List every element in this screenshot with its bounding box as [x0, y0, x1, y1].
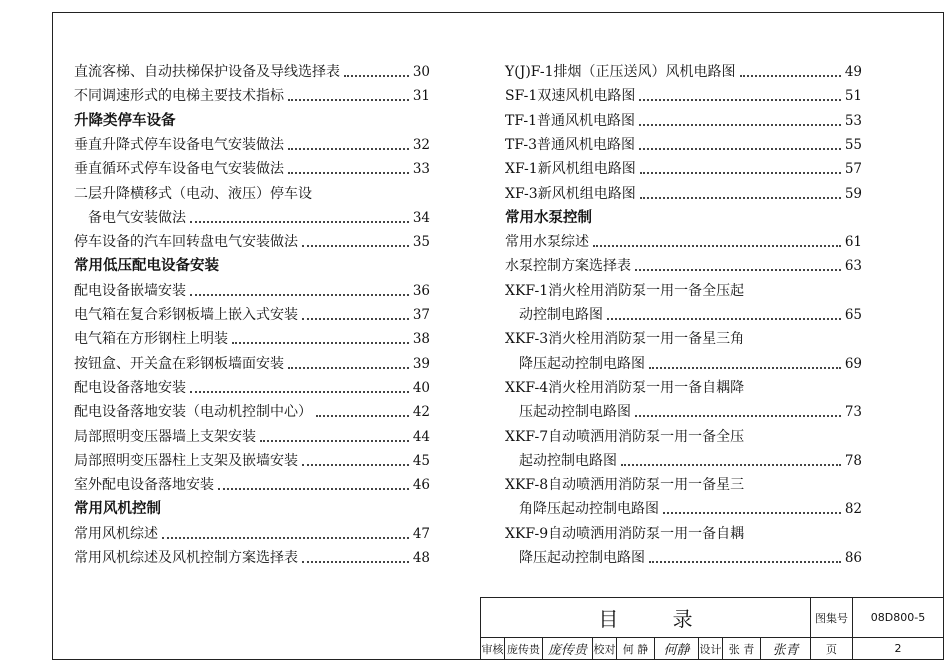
toc-entry [74, 328, 430, 350]
atlas-number-label: 图集号 [811, 598, 853, 638]
toc-entry-title: 备电气安装做法 [88, 209, 186, 226]
toc-entry [74, 353, 430, 375]
toc-entry-title: 常用低压配电设备安装 [74, 257, 219, 275]
toc-entry-title: 配电设备落地安装 [74, 379, 186, 396]
toc-entry-title: 配电设备落地安装（电动机控制中心） [74, 404, 312, 421]
toc-leader-dots [190, 391, 409, 393]
toc-entry [74, 547, 430, 569]
toc-leader-dots [302, 245, 409, 247]
toc-leader-dots [740, 75, 841, 77]
toc-leader-dots [232, 342, 409, 344]
toc-entry [74, 401, 430, 423]
toc-page-number: 39 [412, 355, 430, 372]
toc-page-number: 55 [844, 136, 862, 153]
toc-entry [505, 85, 862, 107]
toc-page-number: 73 [844, 404, 862, 421]
toc-entry-title: 降压起动控制电路图 [519, 550, 645, 566]
design-name: 张 青 [723, 638, 761, 659]
toc-leader-dots [302, 561, 409, 563]
toc-entry [505, 280, 862, 302]
toc-entry-title: XKF-9自动喷洒用消防泵一用一备自耦 [505, 525, 745, 542]
toc-leader-dots [344, 75, 409, 77]
toc-entry-title: 局部照明变压器柱上支架及嵌墙安装 [74, 452, 298, 469]
toc-leader-dots [190, 221, 409, 223]
toc-page-number: 32 [412, 136, 430, 153]
toc-entry [74, 207, 430, 229]
toc-leader-dots [639, 99, 840, 101]
toc-entry-title: XKF-1消火栓用消防泵一用一备全压起 [505, 282, 745, 299]
toc-entry [505, 158, 862, 180]
toc-page-number: 53 [844, 112, 862, 129]
toc-entry-title: 降压起动控制电路图 [519, 355, 645, 372]
toc-entry-title: 动控制电路图 [519, 307, 603, 323]
toc-entry [505, 353, 862, 375]
toc-entry [505, 304, 862, 326]
toc-entry-title: 不同调速形式的电梯主要技术指标 [74, 88, 284, 105]
toc-entry-title: 停车设备的汽车回转盘电气安装做法 [74, 234, 298, 251]
toc-page-number: 30 [412, 64, 430, 80]
toc-entry [505, 450, 862, 472]
toc-page-number: 86 [844, 550, 862, 566]
toc-leader-dots [639, 124, 841, 126]
toc-page-number: 42 [412, 404, 430, 421]
toc-page-number: 63 [844, 258, 862, 275]
toc-leader-dots [302, 318, 409, 320]
toc-leader-dots [260, 440, 409, 442]
toc-leader-dots [162, 537, 409, 539]
toc-leader-dots [640, 197, 841, 199]
toc-section-heading [74, 110, 430, 132]
toc-page-number: 78 [844, 452, 862, 469]
toc-entry-title: 直流客梯、自动扶梯保护设备及导线选择表 [74, 64, 340, 80]
toc-entry [505, 547, 862, 569]
toc-entry [505, 110, 862, 132]
toc-leader-dots [288, 367, 409, 369]
toc-page-number: 49 [844, 64, 862, 80]
toc-entry-title: 按钮盒、开关盒在彩钢板墙面安装 [74, 355, 284, 372]
design-role: 设计 [699, 638, 723, 659]
toc-page-number: 69 [844, 355, 862, 372]
toc-page-number: 51 [844, 88, 862, 105]
toc-entry-title: 常用风机控制 [74, 500, 161, 518]
toc-page-number: 33 [412, 161, 430, 178]
toc-page-number: 46 [412, 477, 430, 494]
toc-entry [74, 183, 430, 205]
toc-entry [74, 304, 430, 326]
toc-page-number: 48 [412, 550, 430, 566]
toc-entry-title: TF-1普通风机电路图 [505, 112, 636, 129]
toc-entry-title: 压起动控制电路图 [519, 404, 631, 421]
toc-entry-title: 二层升降横移式（电动、液压）停车设 [74, 185, 312, 202]
page-value: 2 [894, 642, 902, 655]
review-signature: 庞传贵 [543, 638, 593, 659]
toc-entry-title: Y(J)F-1排烟（正压送风）风机电路图 [505, 64, 736, 80]
toc-entry [74, 426, 430, 448]
toc-page-number: 37 [412, 307, 430, 323]
toc-section-heading [505, 207, 862, 229]
toc-entry [505, 255, 862, 277]
toc-entry-title: TF-3普通风机电路图 [505, 136, 636, 153]
toc-entry-title: 角降压起动控制电路图 [519, 501, 659, 518]
toc-page-number: 40 [412, 379, 430, 396]
toc-entry [74, 134, 430, 156]
toc-page-number: 34 [412, 209, 430, 226]
toc-page-number: 44 [412, 428, 430, 445]
toc-entry-title: 常用风机综述及风机控制方案选择表 [74, 550, 298, 566]
toc-leader-dots [288, 148, 409, 150]
toc-leader-dots [302, 464, 409, 466]
review-name: 庞传贵 [505, 638, 543, 659]
toc-entry-title: 电气箱在方形钢柱上明装 [74, 331, 228, 348]
toc-leader-dots [621, 464, 841, 466]
toc-leader-dots [649, 561, 841, 563]
toc-page-number: 47 [412, 525, 430, 542]
toc-entry [505, 61, 862, 83]
toc-entry-title: 垂直升降式停车设备电气安装做法 [74, 136, 284, 153]
toc-entry-title: XF-3新风机组电路图 [505, 185, 636, 202]
toc-entry [74, 85, 430, 107]
toc-entry-title: 常用水泵综述 [505, 234, 589, 251]
toc-entry [505, 377, 862, 399]
toc-entry [505, 401, 862, 423]
toc-entry [74, 231, 430, 253]
toc-leader-dots [607, 318, 841, 320]
toc-entry [505, 134, 862, 156]
atlas-number-value: 08D800-5 [853, 598, 943, 638]
title-block [480, 597, 944, 660]
toc-entry-title: 垂直循环式停车设备电气安装做法 [74, 161, 284, 178]
toc-entry-title: 水泵控制方案选择表 [505, 258, 631, 275]
toc-entry [505, 231, 862, 253]
toc-entry-title: 起动控制电路图 [519, 452, 617, 469]
toc-section-heading [74, 498, 430, 520]
toc-page-number: 59 [844, 185, 862, 202]
toc-entry [74, 523, 430, 545]
toc-entry [74, 280, 430, 302]
toc-leader-dots [639, 148, 841, 150]
page-label: 页 [811, 638, 853, 659]
toc-leader-dots [635, 269, 841, 271]
toc-leader-dots [288, 99, 409, 101]
check-role: 校对 [593, 638, 617, 659]
toc-leader-dots [218, 488, 409, 490]
toc-leader-dots [635, 415, 841, 417]
toc-entry-title: 电气箱在复合彩钢板墙上嵌入式安装 [74, 307, 298, 323]
toc-entry-title: XF-1新风机组电路图 [505, 161, 636, 178]
toc-entry-title: XKF-3消火栓用消防泵一用一备星三角 [505, 331, 745, 348]
title-block-title: 目 录 [481, 598, 811, 638]
toc-leader-dots [593, 245, 841, 247]
toc-entry-title: 局部照明变压器墙上支架安装 [74, 428, 256, 445]
toc-entry-title: SF-1双速风机电路图 [505, 88, 636, 105]
toc-page-number: 82 [844, 501, 862, 518]
toc-entry [505, 474, 862, 496]
toc-entry [74, 377, 430, 399]
toc-page-number: 61 [844, 234, 862, 251]
toc-entry-title: 室外配电设备落地安装 [74, 477, 214, 494]
toc-entry-title: XKF-7自动喷洒用消防泵一用一备全压 [505, 428, 745, 445]
toc-page-number: 36 [412, 282, 430, 299]
toc-entry [74, 474, 430, 496]
toc-page-number: 38 [412, 331, 430, 348]
toc-page-number: 31 [412, 88, 430, 105]
design-signature: 张青 [761, 638, 811, 659]
toc-entry [505, 523, 862, 545]
toc-leader-dots [663, 512, 841, 514]
review-role: 审核 [481, 638, 505, 659]
toc-page-number: 45 [412, 452, 430, 469]
toc-page-number: 65 [844, 307, 862, 323]
toc-leader-dots [190, 294, 409, 296]
toc-page-number: 57 [844, 161, 862, 178]
toc-entry [505, 426, 862, 448]
toc-entry [505, 498, 862, 520]
toc-entry-title: XKF-4消火栓用消防泵一用一备自耦降 [505, 379, 745, 396]
toc-entry-title: 常用风机综述 [74, 525, 158, 542]
toc-leader-dots [316, 415, 409, 417]
toc-leader-dots [640, 172, 841, 174]
check-signature: 何静 [655, 638, 699, 659]
toc-entry [74, 158, 430, 180]
toc-leader-dots [649, 367, 841, 369]
toc-page-number: 35 [412, 234, 430, 251]
toc-entry-title: 配电设备嵌墙安装 [74, 282, 186, 299]
toc-entry [505, 183, 862, 205]
toc-entry [74, 450, 430, 472]
toc-leader-dots [288, 172, 409, 174]
toc-section-heading [74, 255, 430, 277]
toc-entry-title: 升降类停车设备 [74, 111, 176, 129]
toc-entry-title: XKF-8自动喷洒用消防泵一用一备星三 [505, 477, 745, 494]
toc-entry [505, 328, 862, 350]
toc-entry-title: 常用水泵控制 [505, 208, 592, 226]
toc-entry [74, 61, 430, 83]
check-name: 何 静 [617, 638, 655, 659]
